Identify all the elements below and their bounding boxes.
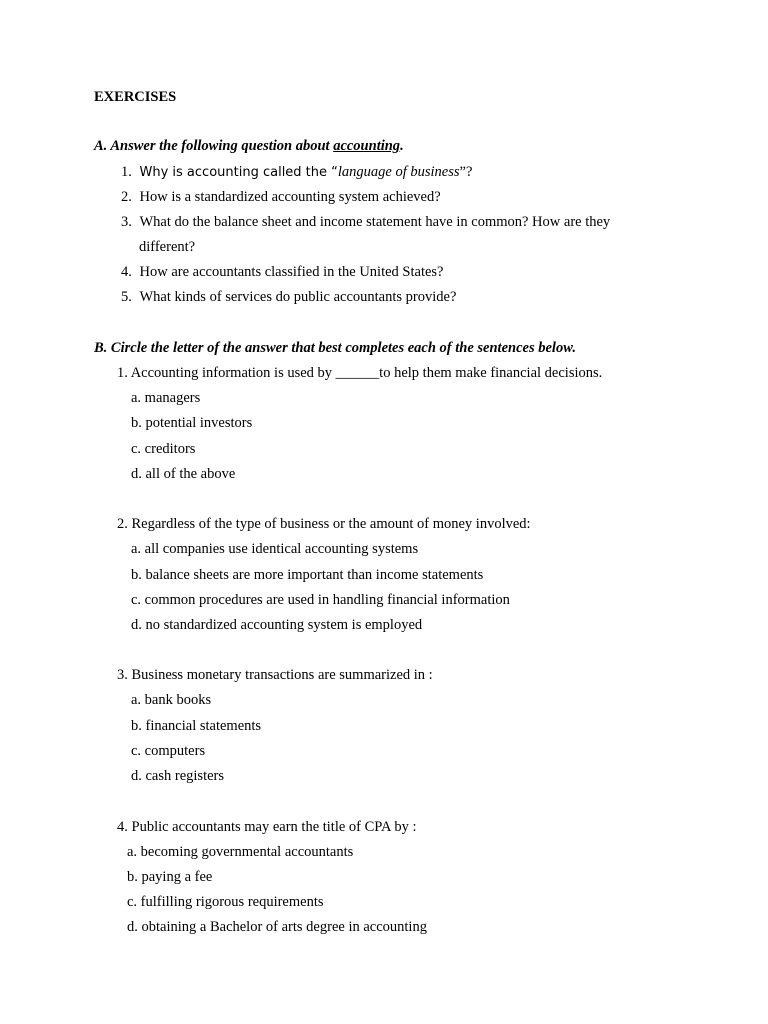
section-a-title-pre: A. Answer the following question about [94,138,334,154]
question-a1 [121,163,472,182]
question-a3-continued: different? [139,239,196,255]
accounting-link[interactable]: accounting [333,138,401,154]
question-a2 [121,188,441,206]
question-b1-option-a[interactable]: a. managers [131,390,201,406]
question-number: 1. [121,164,132,180]
question-b4-option-d[interactable]: d. obtaining a Bachelor of arts degree in accounting [127,919,427,935]
question-b4-option-b[interactable]: b. paying a fee [127,869,213,885]
question-b3-option-d[interactable]: d. cash registers [131,768,225,784]
question-a1-emphasis: language of business [337,164,460,180]
question-b4-option-c[interactable]: c. fulfilling rigorous requirements [127,894,324,910]
question-number: 4. [121,264,132,280]
question-b2-stem: 2. Regardless of the type of business or the amount of money involved: [117,516,531,532]
question-a2-text: How is a standardized accounting system achieved? [139,189,441,205]
question-a4 [121,263,444,281]
question-b3-stem: 3. Business monetary transactions are summarized in : [117,667,433,683]
question-b1-option-b[interactable]: b. potential investors [131,415,253,431]
question-b2-option-b[interactable]: b. balance sheets are more important than income statements [131,567,484,583]
question-b1-stem: 1. Accounting information is used by ______to help them make financial decisions. [117,365,603,381]
question-a4-text: How are accountants classified in the United States? [139,264,444,280]
page-heading: EXERCISES [94,89,177,105]
section-b-title: B. Circle the letter of the answer that best completes each of the sentences below. [94,340,576,356]
question-b2-option-d[interactable]: d. no standardized accounting system is employed [131,617,423,633]
question-b2-option-a[interactable]: a. all companies use identical accounting systems [131,541,419,557]
question-number: 2. [121,189,132,205]
question-b4-option-a[interactable]: a. becoming governmental accountants [127,844,354,860]
question-a1-text-pre: Why is accounting called the “ [139,165,338,180]
section-a-title-post: . [400,138,404,154]
question-b4-stem: 4. Public accountants may earn the title of CPA by : [117,819,417,835]
question-b1-option-c[interactable]: c. creditors [131,441,196,457]
question-a5 [121,288,456,306]
section-a-title [94,137,404,155]
question-a5-text: What kinds of services do public accountants provide? [139,289,457,305]
question-b3-option-c[interactable]: c. computers [131,743,206,759]
question-b3-option-b[interactable]: b. financial statements [131,718,262,734]
question-a1-text-post: ”? [459,164,473,180]
question-number: 3. [121,214,132,230]
question-a3-text: What do the balance sheet and income statement have in common? How are they [139,214,611,230]
question-a3 [121,213,610,231]
question-b1-option-d[interactable]: d. all of the above [131,466,236,482]
question-b3-option-a[interactable]: a. bank books [131,692,212,708]
question-b2-option-c[interactable]: c. common procedures are used in handling financial information [131,592,510,608]
question-number: 5. [121,289,132,305]
